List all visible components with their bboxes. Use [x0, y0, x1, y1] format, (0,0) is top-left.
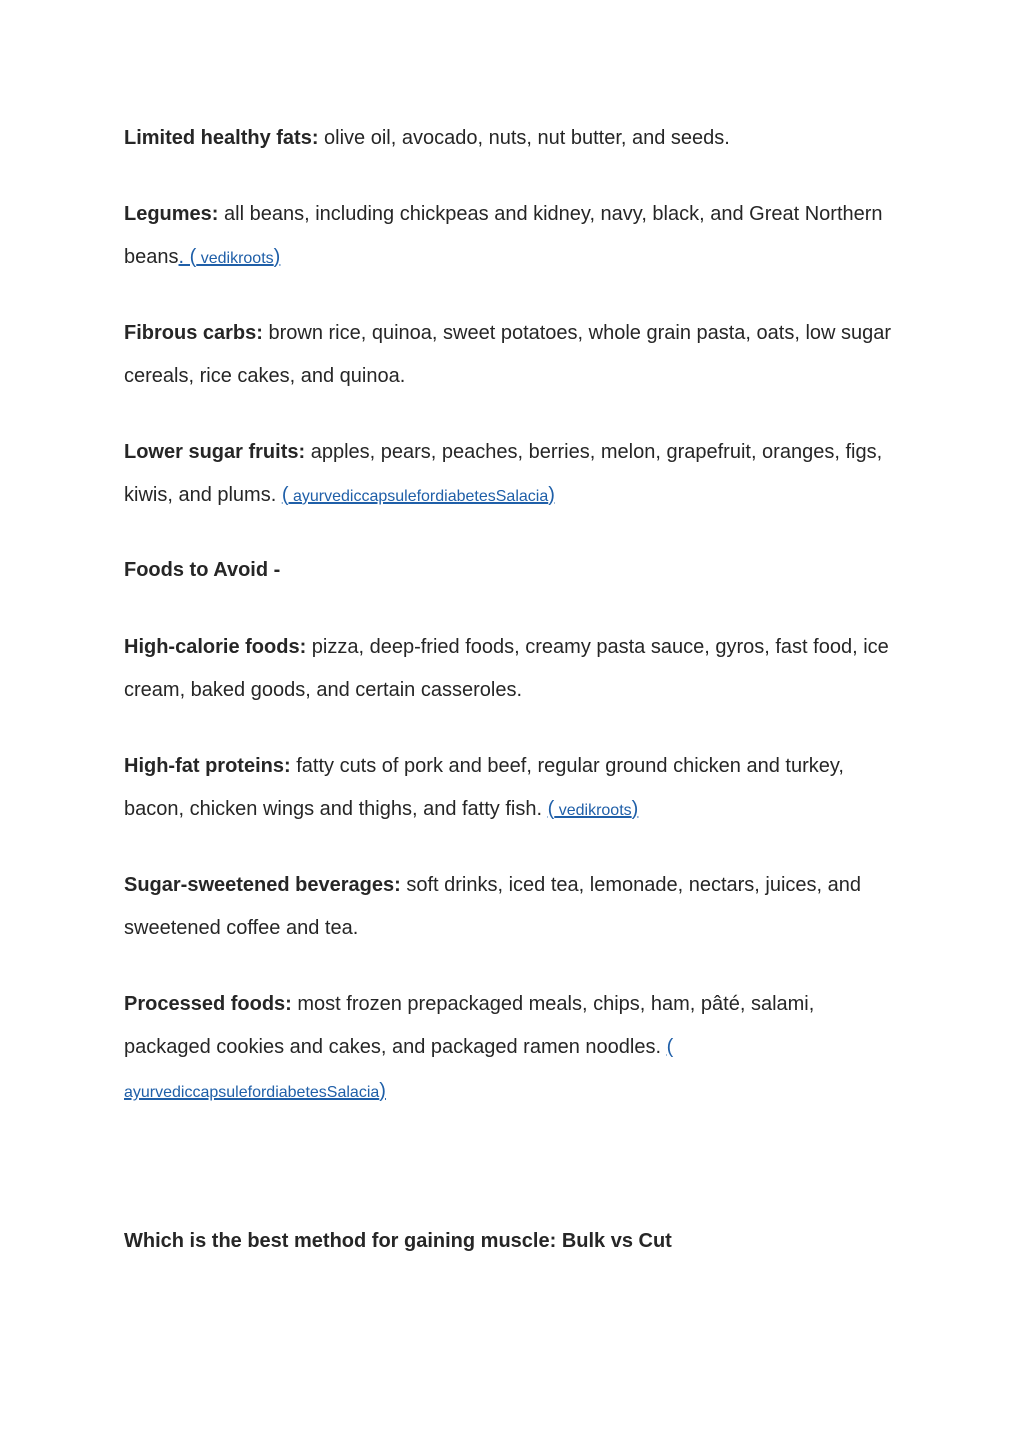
term-label: Processed foods: — [124, 993, 292, 1015]
term-label: Fibrous carbs: — [124, 322, 263, 344]
link-close: ) — [273, 245, 281, 268]
term-label: Limited healthy fats: — [124, 127, 319, 149]
salacia-link[interactable] — [282, 484, 555, 506]
vedikroots-link[interactable] — [548, 798, 639, 820]
paragraph-text: all beans, including chickpeas and kidney, navy, black, and Great Northern beans — [124, 203, 883, 268]
link-open: . ( — [178, 245, 197, 268]
paragraph-high-calorie-foods — [124, 626, 904, 711]
paragraph-fibrous-carbs — [124, 312, 904, 397]
link-close: ) — [631, 797, 639, 820]
term-label: Legumes: — [124, 203, 219, 225]
paragraph-text: brown rice, quinoa, sweet potatoes, whole grain pasta, oats, low sugar cereals, rice cakes, and quinoa. — [124, 322, 892, 387]
link-close: ) — [379, 1080, 386, 1102]
term-label: Lower sugar fruits: — [124, 441, 306, 463]
section-heading: Which is the best method for gaining muscle: Bulk vs Cut — [124, 1230, 672, 1252]
link-open: ( — [547, 797, 555, 820]
paragraph-sugar-sweetened-beverages — [124, 864, 904, 949]
term-label: High-calorie foods: — [124, 636, 307, 658]
paragraph-healthy-fats — [124, 117, 904, 160]
paragraph-legumes — [124, 193, 904, 280]
paragraph-high-fat-proteins — [124, 745, 904, 832]
paragraph-text: fatty cuts of pork and beef, regular ground chicken and turkey, bacon, chicken wings and thighs, and fatty fish. — [124, 755, 844, 820]
term-label: Sugar-sweetened beverages: — [124, 874, 401, 896]
link-open: ( — [281, 483, 289, 506]
paragraph-lower-sugar-fruits — [124, 431, 904, 518]
paragraph-text: apples, pears, peaches, berries, melon, grapefruit, oranges, figs, kiwis, and plums. — [124, 441, 883, 506]
term-label: High-fat proteins: — [124, 755, 291, 777]
link-text: ayurvediccapsulefordiabetesSalacia — [288, 487, 549, 505]
paragraph-processed-foods — [124, 983, 904, 1115]
paragraph-text: soft drinks, iced tea, lemonade, nectars, juices, and sweetened coffee and tea. — [124, 874, 862, 939]
paragraph-text: most frozen prepackaged meals, chips, ham, pâté, salami, packaged cookies and cakes, and packaged ramen noodles. — [124, 993, 815, 1058]
paragraph-text: pizza, deep-fried foods, creamy pasta sauce, gyros, fast food, ice cream, baked goods, and certain casseroles. — [124, 636, 889, 701]
foods-to-avoid-heading: Foods to Avoid - — [124, 559, 281, 581]
link-text: vedikroots — [196, 249, 274, 267]
link-close: ) — [548, 483, 555, 506]
vedikroots-link[interactable] — [179, 246, 281, 268]
paragraph-text: olive oil, avocado, nuts, nut butter, and seeds. — [318, 127, 730, 149]
link-text: vedikroots — [554, 801, 632, 819]
link-open: ( — [666, 1035, 674, 1058]
link-text: ayurvediccapsulefordiabetesSalacia — [124, 1084, 380, 1101]
